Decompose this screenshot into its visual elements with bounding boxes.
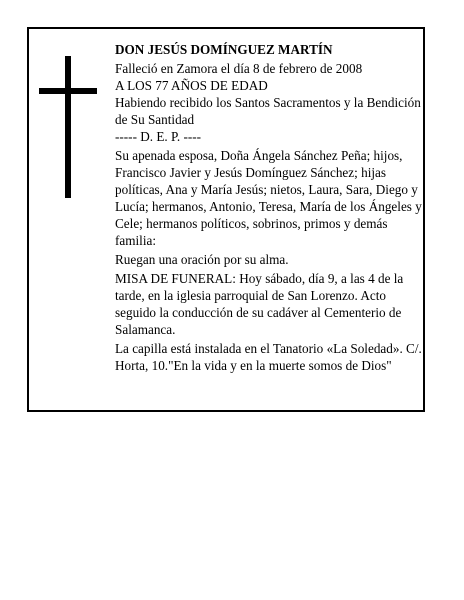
cross-horizontal-bar [39,88,97,94]
funeral-text: MISA DE FUNERAL: Hoy sábado, día 9, a las 4 de la tarde, en la iglesia parroquial de San Lorenzo. Acto seguido la conducción de su cadáver al Cementerio de Salamanca. [115,271,404,337]
deceased-name: DON JESÚS DOMÍNGUEZ MARTÍN [115,42,333,57]
chapel-text: La capilla está instalada en el Tanatorio «La Soledad». C/. Horta, 10."En la vida y en la muerte somos de Dios" [115,341,422,373]
obituary-notice [27,27,425,412]
age-line: A LOS 77 AÑOS DE EDAD [115,78,268,93]
sacraments-line: Habiendo recibido los Santos Sacramentos y la Bendición de Su Santidad [115,95,421,127]
prayer-line: Ruegan una oración por su alma. [115,252,289,267]
rip-line: ----- D. E. P. ---- [115,129,202,144]
cross-vertical-bar [65,56,71,198]
family-text: Su apenada esposa, Doña Ángela Sánchez Peña; hijos, Francisco Javier y Jesús Domínguez Sánchez; hijas políticas, Ana y María Jesús; nietos, Laura, Sara, Diego y Lucía; hermanos, Antonio, Teresa, María de los Ángeles y Cele; hermanos políticos, sobrinos, primos y demás familia: [115,148,422,248]
cross-icon [39,56,99,198]
death-line: Falleció en Zamora el día 8 de febrero de 2008 [115,61,363,76]
obituary-text [115,41,425,374]
